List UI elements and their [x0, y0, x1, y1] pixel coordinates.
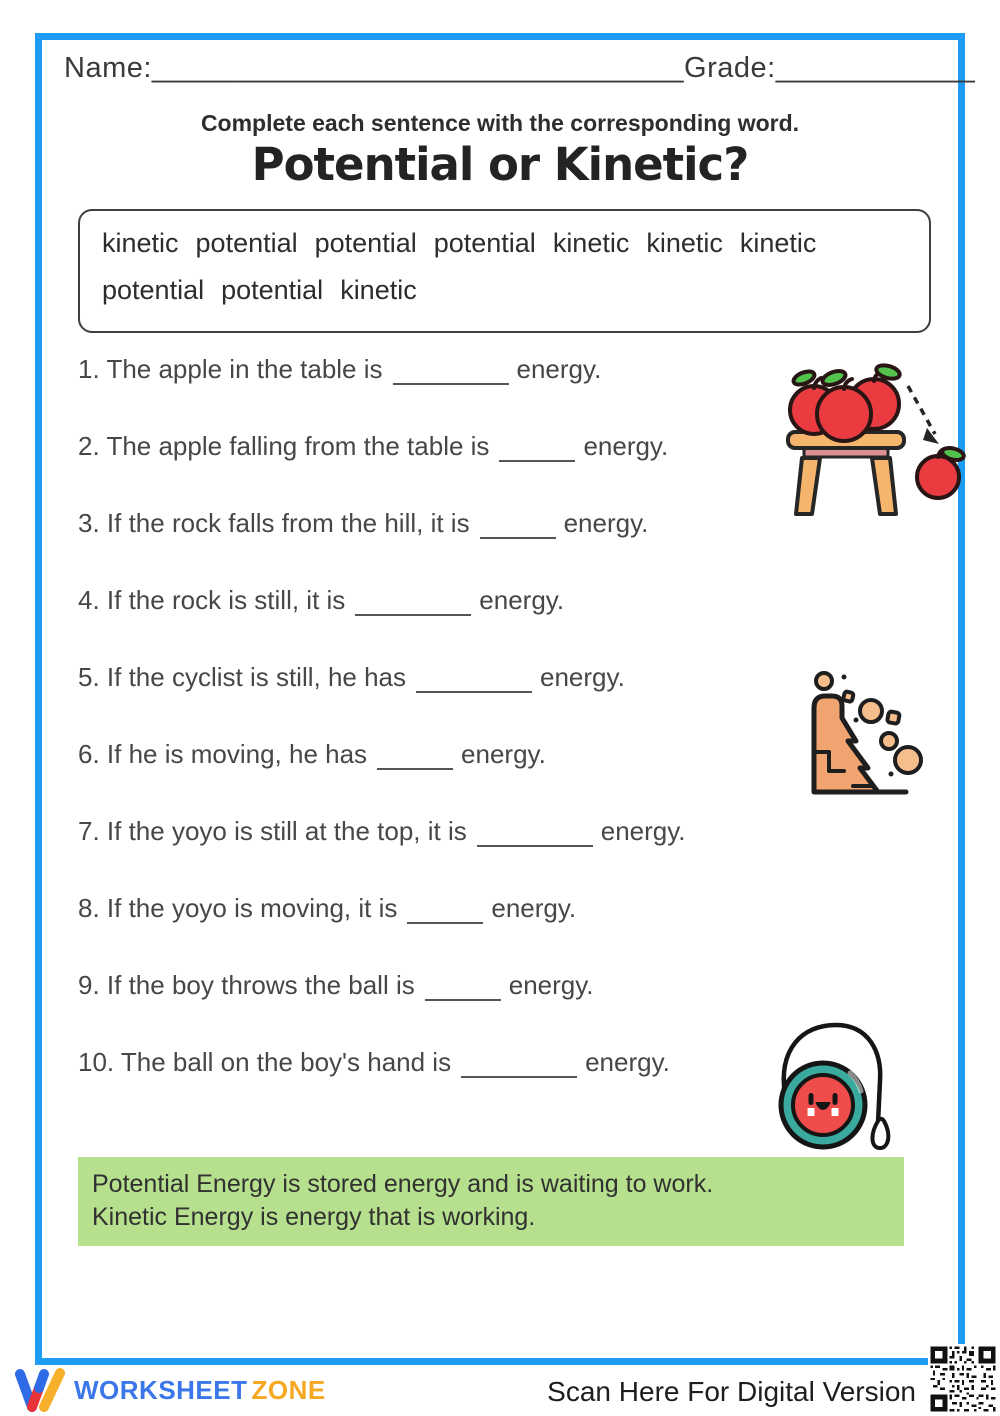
word-bank-word: kinetic [739, 228, 817, 258]
name-label: Name: [64, 52, 152, 84]
question-row [78, 506, 818, 583]
answer-blank[interactable] [477, 821, 593, 847]
definition-note-box [78, 1157, 904, 1246]
brand-logo [14, 1366, 326, 1414]
question-row [78, 660, 818, 737]
question-text: 6. If he is moving, he has [78, 739, 368, 769]
answer-blank[interactable] [425, 975, 501, 1001]
question-row [78, 814, 818, 891]
word-bank-box [78, 209, 931, 333]
word-bank-line [102, 228, 907, 259]
question-text: 3. If the rock falls from the hill, it is [78, 508, 470, 538]
word-bank-word: kinetic [340, 275, 417, 305]
word-bank-word: potential [314, 228, 417, 258]
question-suffix: energy. [540, 662, 625, 692]
answer-blank[interactable] [393, 359, 509, 385]
answer-blank[interactable] [480, 513, 556, 539]
question-text: 8. If the yoyo is moving, it is [78, 893, 398, 923]
word-bank-word: kinetic [102, 228, 179, 258]
question-text: 9. If the boy throws the ball is [78, 970, 415, 1000]
question-row [78, 891, 818, 968]
apples-on-table-illustration [786, 362, 971, 522]
question-row [78, 737, 818, 814]
question-text: 10. The ball on the boy's hand is [78, 1047, 452, 1077]
question-text: 1. The apple in the table is [78, 354, 383, 384]
brand-name-zone: ZONE [251, 1374, 326, 1405]
word-bank-word: potential [195, 228, 298, 258]
word-bank-line [102, 275, 907, 306]
question-suffix: energy. [491, 893, 577, 923]
brand-logo-w-icon [14, 1367, 66, 1413]
question-suffix: energy. [508, 970, 594, 1000]
word-bank-lines [102, 228, 907, 306]
answer-blank[interactable] [461, 1052, 577, 1078]
yoyo-illustration [770, 1015, 905, 1163]
grade-group [684, 52, 975, 85]
scan-here-text: Scan Here For Digital Version [547, 1376, 916, 1407]
name-group [64, 52, 684, 85]
question-text: 5. If the cyclist is still, he has [78, 662, 407, 692]
question-text: 7. If the yoyo is still at the top, it is [78, 816, 467, 846]
question-suffix: energy. [479, 585, 565, 615]
name-grade-row [64, 52, 976, 85]
question-suffix: energy. [583, 431, 669, 461]
word-bank-word: potential [221, 275, 324, 305]
answer-blank[interactable] [377, 744, 453, 770]
question-row [78, 968, 818, 1045]
question-row [78, 1045, 818, 1122]
question-text: 4. If the rock is still, it is [78, 585, 346, 615]
question-suffix: energy. [461, 739, 546, 769]
question-row [78, 352, 818, 429]
question-list [78, 352, 818, 1122]
answer-blank[interactable] [355, 590, 471, 616]
rockslide-illustration [798, 668, 928, 798]
brand-name-worksheet: WORKSHEET [74, 1374, 248, 1405]
instruction-text: Complete each sentence with the corresponding word. [200, 110, 800, 136]
word-bank-word: kinetic [646, 228, 723, 258]
falling-arrow-icon [908, 386, 935, 434]
question-text: 2. The apple falling from the table is [78, 431, 490, 461]
grade-write-line[interactable]: ____________ [775, 52, 976, 84]
question-suffix: energy. [585, 1047, 670, 1077]
grade-label: Grade: [684, 52, 776, 84]
question-suffix: energy. [563, 508, 649, 538]
page-title: Potential or Kinetic? [251, 138, 749, 191]
word-bank-word: potential [433, 228, 536, 258]
question-suffix: energy. [600, 816, 686, 846]
question-row [78, 429, 818, 506]
name-write-line[interactable]: ________________________________ [151, 52, 685, 84]
question-suffix: energy. [516, 354, 602, 384]
answer-blank[interactable] [416, 667, 532, 693]
question-row [78, 583, 818, 660]
note-line-2: Kinetic Energy is energy that is working. [92, 1203, 536, 1231]
answer-blank[interactable] [407, 898, 483, 924]
word-bank-word: kinetic [552, 228, 630, 258]
answer-blank[interactable] [499, 436, 575, 462]
qr-code [928, 1344, 998, 1414]
brand-name [74, 1375, 326, 1406]
note-line-1: Potential Energy is stored energy and is waiting to work. [92, 1170, 714, 1198]
word-bank-word: potential [102, 275, 205, 305]
